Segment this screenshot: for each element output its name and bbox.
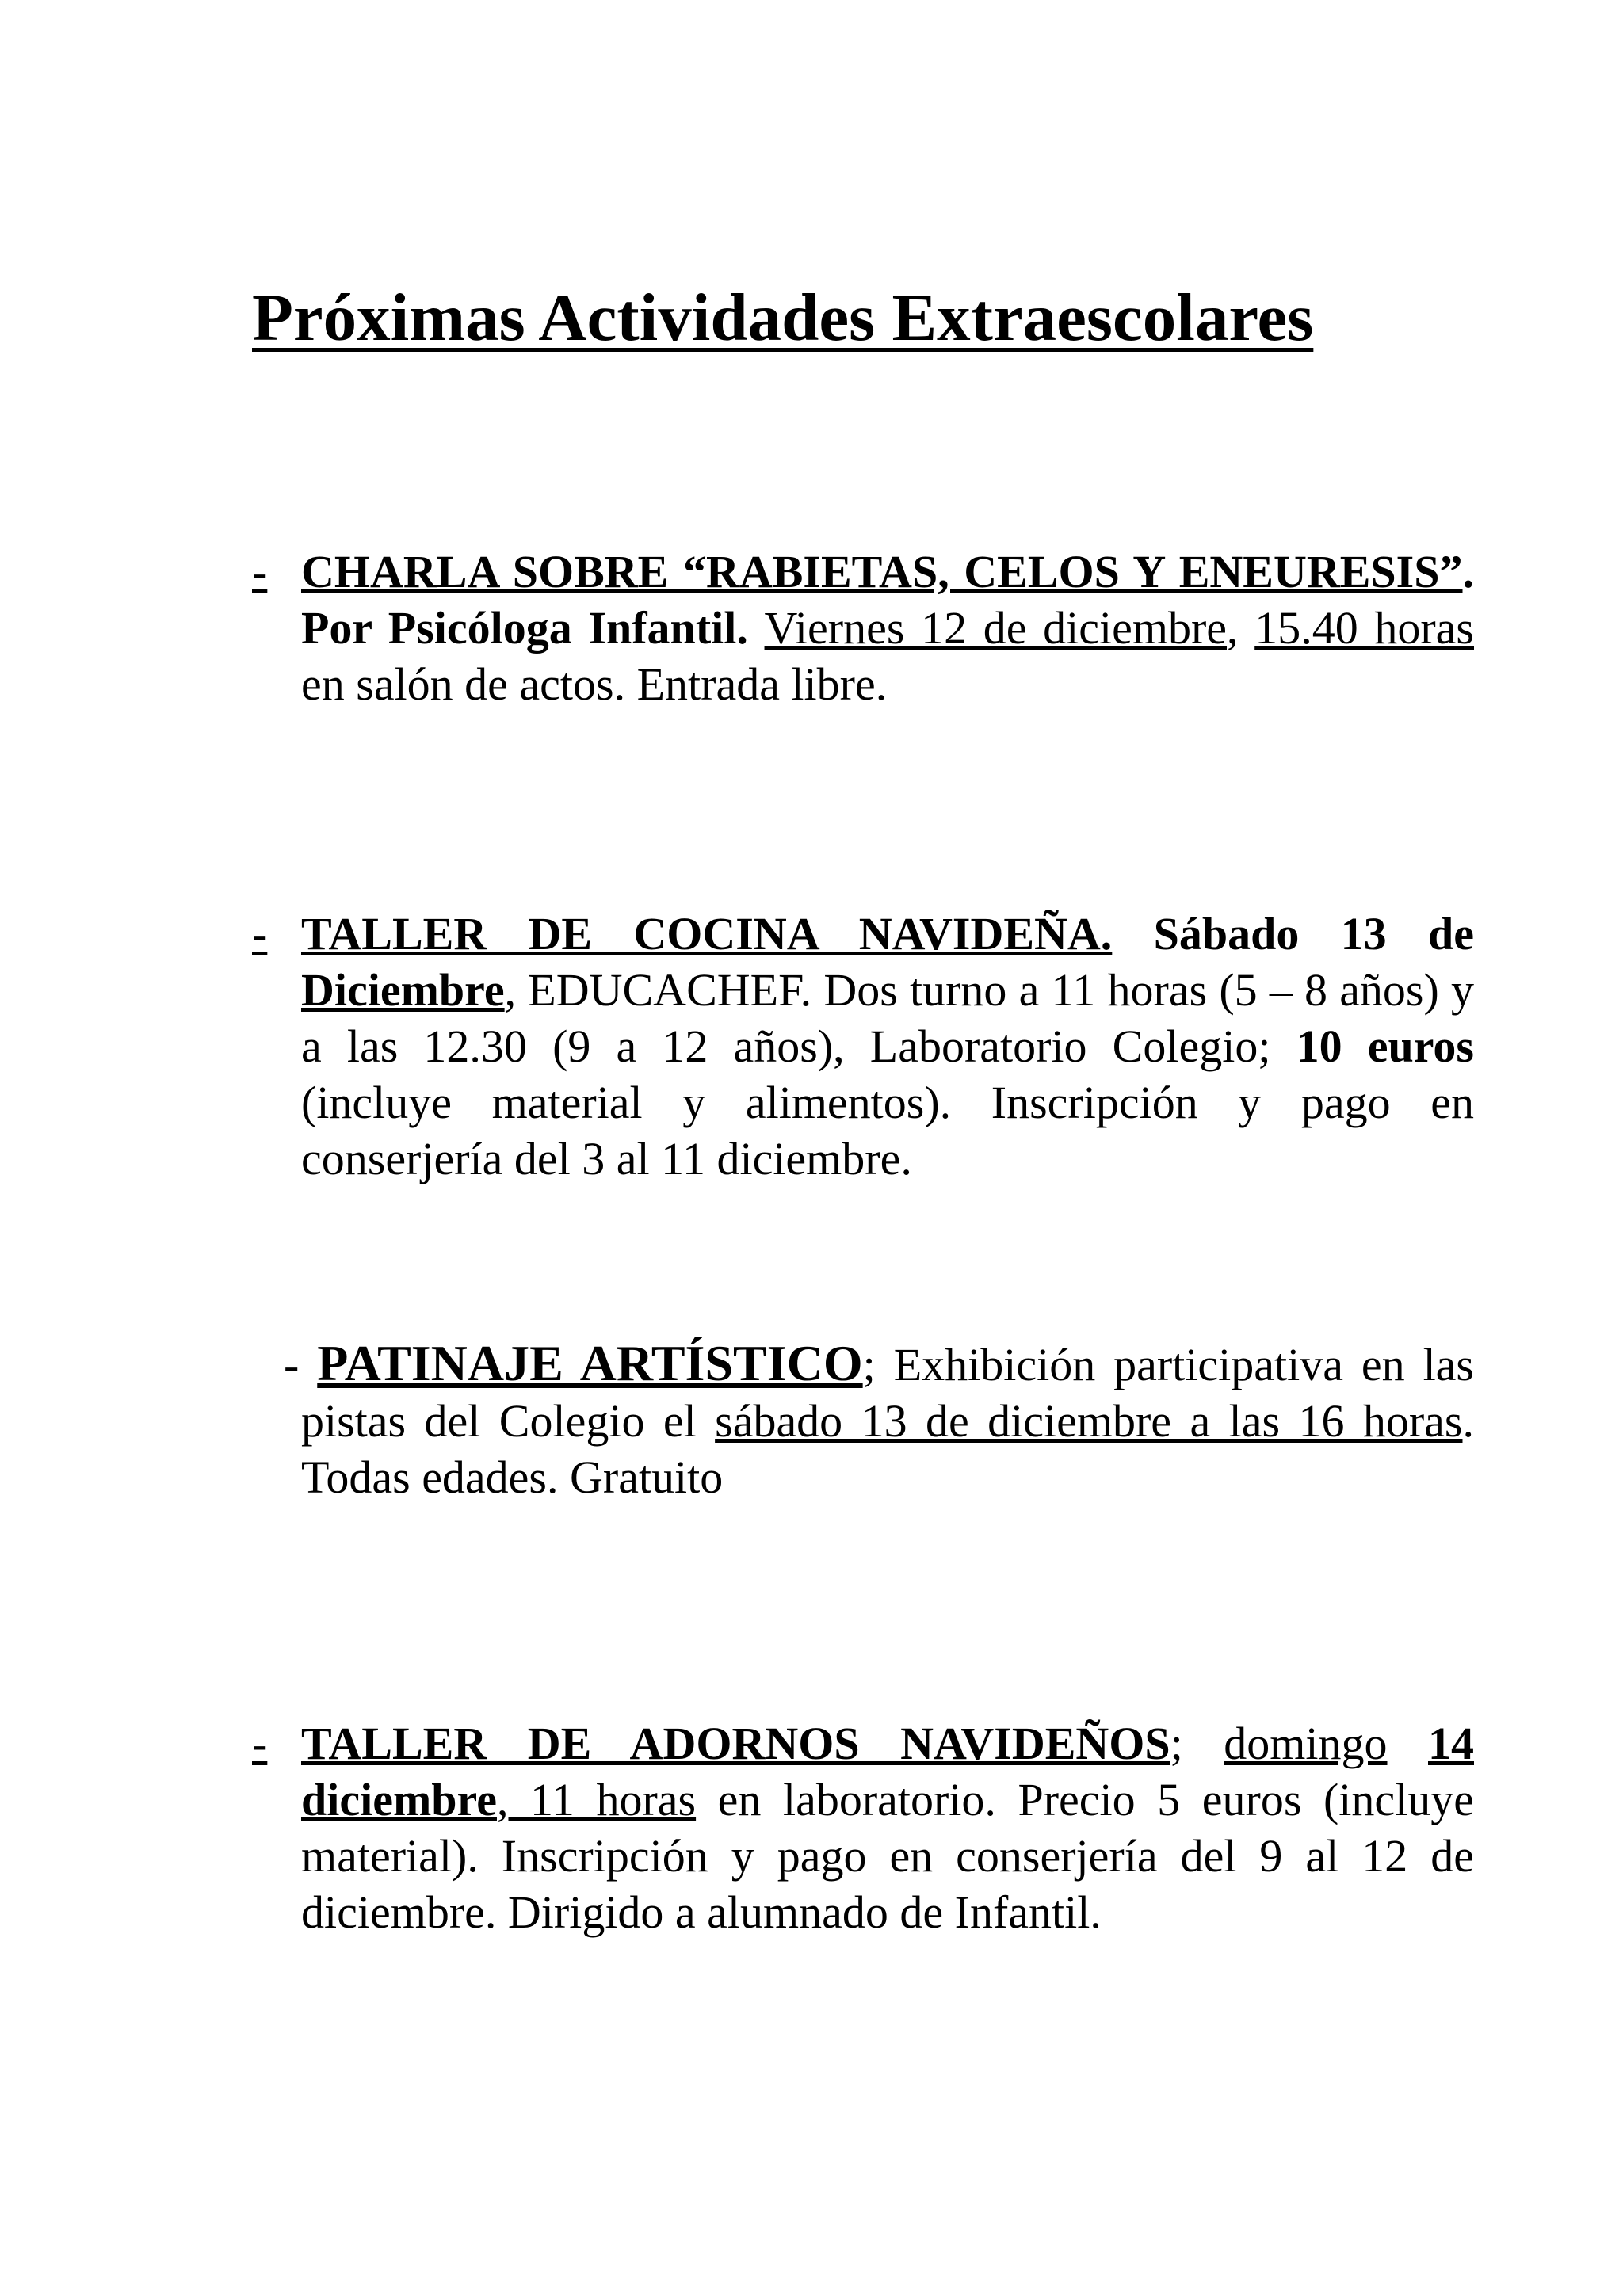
activity-item-adornos	[252, 1715, 1474, 1940]
activity-details: en laboratorio. Precio 5 euros (incluye material). Inscripción y pago en conserjería del 9 al 12 de diciembre. Dirigido a alumnado de Infantil.	[301, 1774, 1474, 1938]
comma: ,	[496, 1774, 509, 1825]
activity-text	[301, 543, 1474, 712]
activity-time: 15.40 horas	[1254, 602, 1474, 654]
bullet-dash: -	[252, 908, 268, 959]
activity-text	[301, 906, 1474, 1187]
page-title: Próximas Actividades Extraescolares	[252, 280, 1314, 355]
separator: ;	[1170, 1718, 1224, 1769]
activity-date: Viernes 12 de diciembre	[764, 602, 1228, 654]
activity-item-patinaje	[252, 1335, 1474, 1505]
activity-title: TALLER DE COCINA NAVIDEÑA.	[301, 908, 1113, 959]
activity-title: CHARLA SOBRE “RABIETAS, CELOS Y ENEURESIS”	[301, 546, 1463, 597]
activity-item-cocina	[252, 906, 1474, 1187]
separator: ,	[1227, 602, 1255, 654]
activity-day: domingo	[1224, 1718, 1388, 1769]
activity-price: 10 euros	[1296, 1020, 1474, 1072]
bullet-dash: -	[252, 546, 268, 597]
activity-details: Exhibición participativa en las pistas del Colegio el	[301, 1339, 1474, 1447]
activity-date-month: Diciembre	[301, 964, 505, 1016]
activity-title: TALLER DE ADORNOS NAVIDEÑOS	[301, 1718, 1170, 1769]
activity-details-2: . Todas edades. Gratuito	[301, 1395, 1474, 1503]
activity-item-charla	[252, 543, 1474, 712]
activity-date: sábado 13 de diciembre a las 16 horas	[715, 1395, 1463, 1447]
space	[1388, 1718, 1429, 1769]
activity-details: , EDUCACHEF. Dos turno a 11 horas (5 – 8 años) y a las 12.30 (9 a 12 años), Laboratorio Colegio;	[301, 964, 1474, 1072]
activity-details: en salón de actos. Entrada libre.	[301, 658, 888, 710]
bullet-dash: -	[252, 1718, 268, 1769]
activity-details-2: (incluye material y alimentos). Inscripción y pago en conserjería del 3 al 11 diciembre.	[301, 1077, 1474, 1184]
activity-text	[284, 1335, 1474, 1505]
activity-time: 11 horas	[508, 1774, 697, 1825]
title-punctuation: ;	[862, 1339, 876, 1390]
bullet-dash: -	[284, 1339, 300, 1390]
activity-title: PATINAJE ARTÍSTICO	[317, 1335, 863, 1391]
activity-text	[301, 1715, 1474, 1940]
activity-date: 14 diciembre	[301, 1718, 1474, 1825]
title-punctuation: . Por Psicóloga Infantil.	[301, 546, 1474, 654]
activity-date: Sábado 13 de	[1112, 908, 1474, 959]
